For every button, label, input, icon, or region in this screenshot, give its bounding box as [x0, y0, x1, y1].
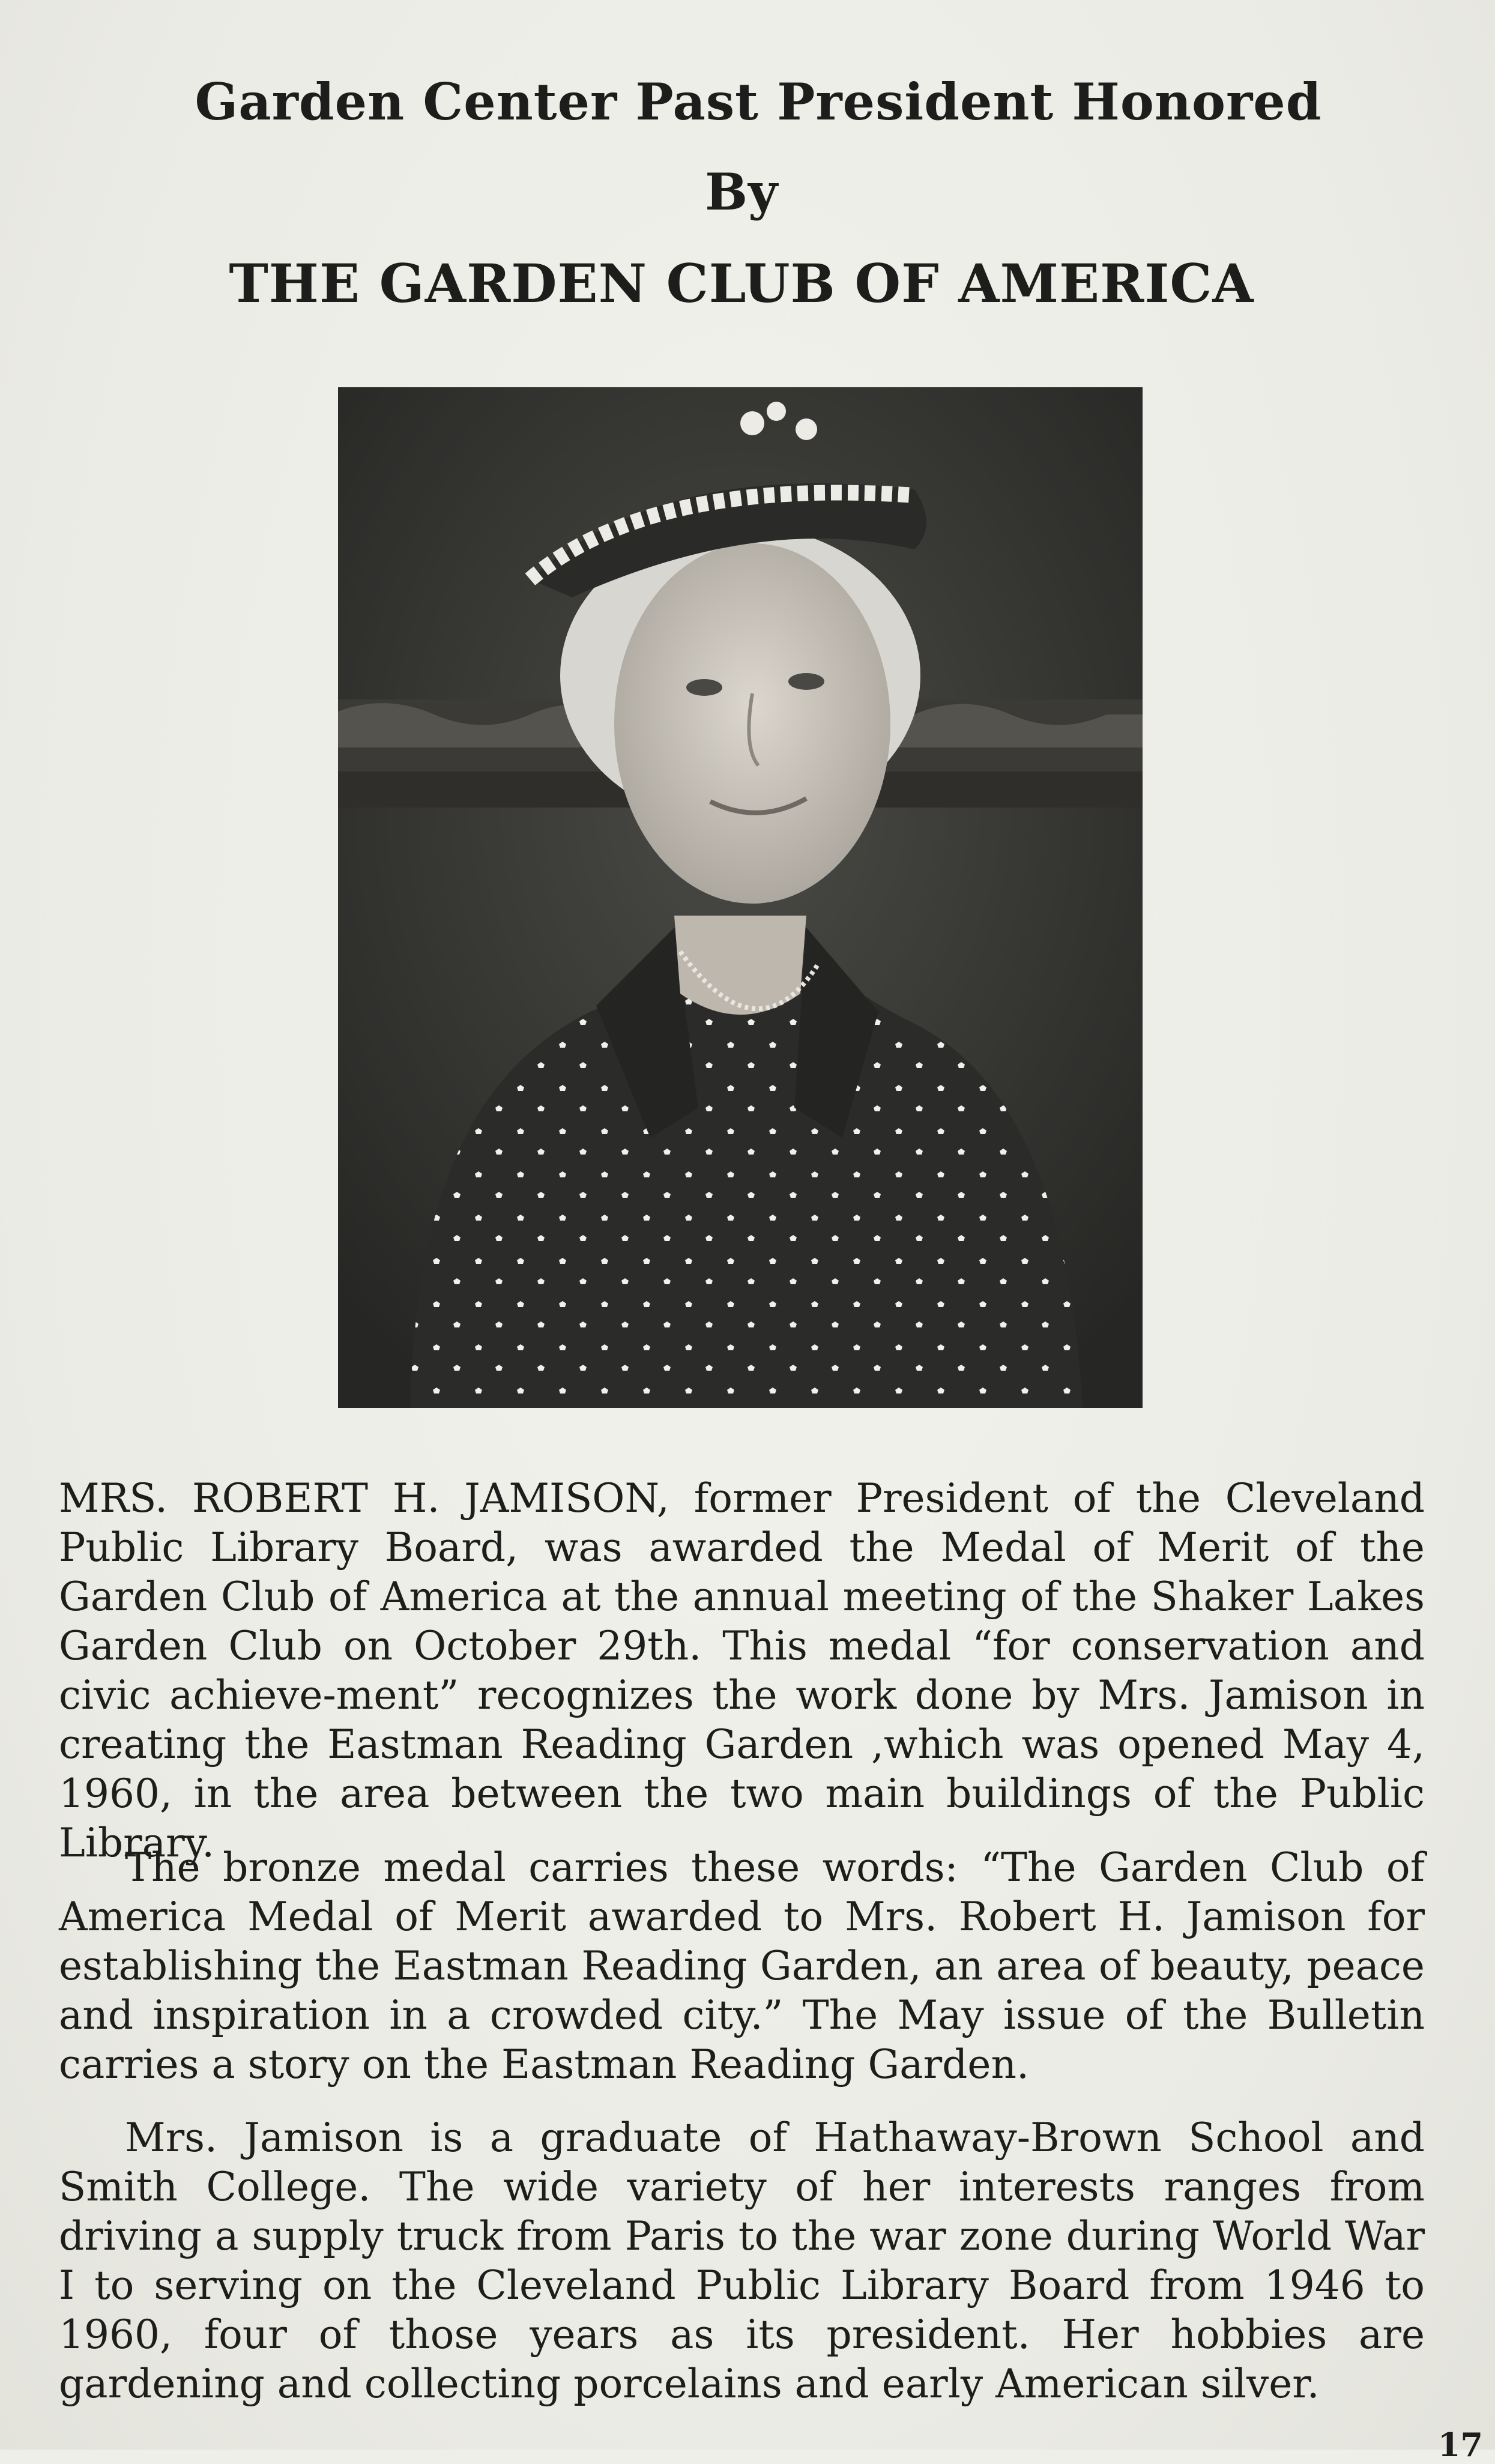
- article-paragraph: Mrs. Jamison is a graduate of Hathaway-Brown School and Smith College. The wide variety of her interests ranges from driving a supply truck from Paris to the war zone during World War I to serving on the Cleveland Public Library Board from 1946 to 1960, four of those years as its president. Her hobbies are gardening and collecting porcelains and early American silver.: [59, 2115, 1425, 2407]
- portrait-image: [338, 387, 1143, 1408]
- article-paragraph: MRS. ROBERT H. JAMISON, former President of the Cleveland Public Library Board, was awarded the Medal of Merit of the Garden Club of America at the annual meeting of the Shaker Lakes Garden Club on October 29th. This medal “for conservation and civic achieve-ment” recognizes the work done by Mrs. Jamison in creating the Eastman Reading Garden ,which was opened May 4, 1960, in the area between the two main buildings of the Public Library.: [59, 1475, 1425, 1866]
- page-number: 17: [1437, 2426, 1483, 2464]
- article-title-by: By: [705, 162, 778, 222]
- portrait-photo: [338, 387, 1143, 1408]
- article-title: Garden Center Past President Honored: [195, 72, 1322, 131]
- article-paragraph: The bronze medal carries these words: “The Garden Club of America Medal of Merit awarded to Mrs. Robert H. Jamison for establishing the Eastman Reading Garden, an area of beauty, peace and inspiration in a crowded city.” The May issue of the Bulletin carries a story on the Eastman Reading Garden.: [59, 1844, 1425, 2088]
- article-title-organization: THE GARDEN CLUB OF AMERICA: [229, 252, 1254, 315]
